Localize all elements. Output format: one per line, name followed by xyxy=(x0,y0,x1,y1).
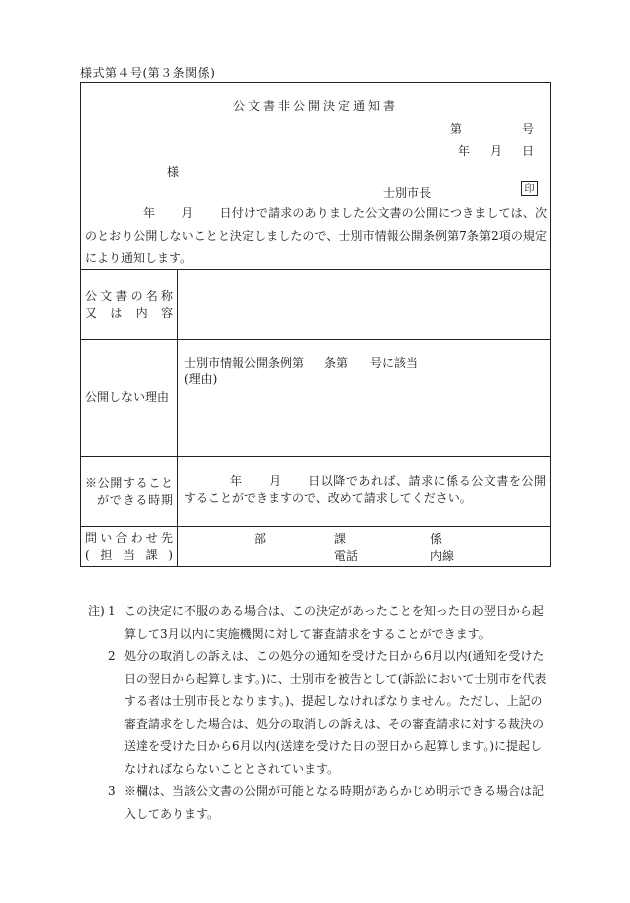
number-prefix: 第 xyxy=(449,122,462,136)
note-number: 3 xyxy=(108,784,116,798)
row-document-name xyxy=(81,269,550,340)
note-item xyxy=(88,645,553,780)
label-disclosure-line1: ※公開すること xyxy=(85,476,173,490)
contact-phone: 電話 xyxy=(334,549,359,563)
label-contact-line1: 問い合わせ先 xyxy=(85,531,173,545)
notice-form xyxy=(80,82,551,567)
reason-basis-line xyxy=(184,354,418,371)
label-reason-text: 公開しない理由 xyxy=(85,390,170,404)
issue-date-day: 日 xyxy=(521,144,534,158)
contact-extension: 内線 xyxy=(430,549,455,563)
contact-section: 課 xyxy=(334,532,347,546)
note-number: 1 xyxy=(108,604,116,618)
row-disclosure-date xyxy=(81,456,550,527)
label-reason xyxy=(81,339,178,456)
notes-section xyxy=(88,600,553,825)
contact-unit: 係 xyxy=(430,532,443,546)
form-number: 様式第４号(第３条関係) xyxy=(80,66,216,80)
body-month: 月 xyxy=(181,206,194,220)
label-disclosure-line2: ができる時期 xyxy=(97,493,173,507)
note-text: ※欄は、当該公文書の公開が可能となる時期があらかじめ明示できる場合は記入してあります。 xyxy=(124,784,545,821)
document-name-value xyxy=(178,269,550,339)
number-suffix: 号 xyxy=(521,122,534,136)
addressee-suffix: 様 xyxy=(167,165,180,179)
reason-clause: 号に該当 xyxy=(370,356,419,370)
notice-body xyxy=(85,202,547,270)
document-title: 公文書非公開決定通知書 xyxy=(232,99,398,113)
document-number-line xyxy=(450,120,534,137)
label-document-name-line2: 又は内容 xyxy=(85,306,173,320)
label-disclosure-date xyxy=(81,456,178,526)
note-item xyxy=(88,780,553,825)
disclosure-year: 年 xyxy=(230,474,243,488)
issue-date-year: 年 xyxy=(457,144,470,158)
note-text: この決定に不服のある場合は、この決定があったことを知った日の翌日から起算して3月以内に実施機関に対して審査請求をすることができます。 xyxy=(124,604,544,641)
label-document-name xyxy=(81,269,178,339)
note-prefix: 注) xyxy=(88,604,105,618)
note-number: 2 xyxy=(108,649,116,663)
disclosure-month: 月 xyxy=(268,474,282,488)
contact-content xyxy=(178,526,550,567)
reason-content xyxy=(178,339,550,456)
reason-label: (理由) xyxy=(184,372,218,386)
disclosure-date-content xyxy=(178,456,550,526)
reason-basis: 士別市情報公開条例第 xyxy=(184,356,305,370)
label-contact xyxy=(81,526,178,567)
row-contact xyxy=(81,526,550,567)
issue-date-line xyxy=(458,142,534,159)
label-contact-line2: (担当課) xyxy=(85,548,173,562)
row-reason xyxy=(81,339,550,457)
seal-mark: 印 xyxy=(521,181,538,196)
note-text: 処分の取消しの訴えは、この処分の通知を受けた日から6月以内(通知を受けた日の翌日から起算します。)に、士別市を被告として(訴訟において士別市を代表する者は士別市長となります。)、提起しなければなりません。ただし、上記の審査請求をした場合は、処分の取消しの訴えは、その審査請求に対する裁決の送達を受けた日から6月以内(送達を受けた日の翌日から起算します。)に提起しなければならないこととされています。 xyxy=(124,649,547,776)
notice-header xyxy=(81,83,550,270)
issuer-name: 士別市長 xyxy=(383,186,432,200)
label-document-name-line1: 公文書の名称 xyxy=(85,289,173,303)
disclosure-sentence: 日以降であれば、請求に係る公文書を公開することができますので、改めて請求してください。 xyxy=(184,474,546,505)
issue-date-month: 月 xyxy=(489,144,502,158)
disclosure-date-text xyxy=(184,473,546,507)
body-year: 年 xyxy=(143,206,156,220)
contact-dept: 部 xyxy=(254,532,267,546)
body-text: 日付けで請求のありました公文書の公開につきましては、次のとおり公開しないことと決定しましたので、士別市情報公開条例第7条第2項の規定により通知します。 xyxy=(85,206,547,265)
note-item xyxy=(88,600,553,645)
reason-article: 条第 xyxy=(324,356,349,370)
